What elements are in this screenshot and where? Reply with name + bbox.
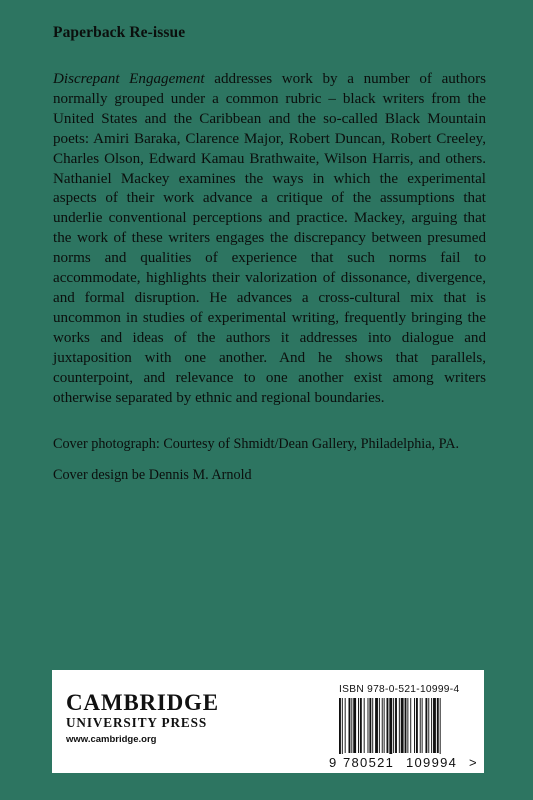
photo-credit: Cover photograph: Courtesy of Shmidt/Dean Gallery, Philadelphia, PA. (53, 436, 459, 452)
barcode-digits-left: 780521 (343, 755, 395, 770)
design-credit: Cover design be Dennis M. Arnold (53, 467, 252, 483)
barcode-end-marker: > (469, 755, 477, 770)
publisher-logo (66, 692, 219, 745)
barcode-digits (329, 754, 481, 771)
book-title: Discrepant Engagement (53, 71, 205, 87)
publisher-barcode-panel (52, 670, 484, 773)
publisher-name-bottom: UNIVERSITY PRESS (66, 715, 208, 730)
barcode-digits-right: 109994 (406, 755, 458, 770)
blurb-paragraph (53, 70, 486, 408)
publisher-name-top: CAMBRIDGE (66, 690, 219, 715)
blurb-body: addresses work by a number of authors normally grouped under a common rubric – black writers from the United States and the Caribbean and the so-called Black Mountain poets: Amiri Baraka, Clarence Major, Robert Duncan, Robert Creeley, Charles Olson, Edward Kamau Brathwaite, Wilson Harris, and others. Nathaniel Mackey examines the ways in which the experimental aspects of their work advance a critique of the assumptions that underlie conventional perceptions and practice. Mackey, arguing that the work of these writers engages the discrepancy between presumed norms and qualities of experience that such norms fail to accommodate, highlights their valorization of dissonance, divergence, and formal disruption. He advances a cross-cultural mix that is uncommon in studies of experimental writing, frequently bringing the works and ideas of the authors it addresses into dialogue and juxtaposition with one another. And he shows that parallels, counterpoint, and relevance to one another exist among writers otherwise separated by ethnic and regional boundaries. (53, 71, 486, 406)
edition-heading: Paperback Re-issue (53, 24, 186, 41)
publisher-url: www.cambridge.org (66, 734, 157, 745)
barcode-icon (329, 698, 479, 758)
barcode-digit-first: 9 (329, 755, 337, 770)
isbn-label: ISBN 978-0-521-10999-4 (339, 684, 460, 695)
